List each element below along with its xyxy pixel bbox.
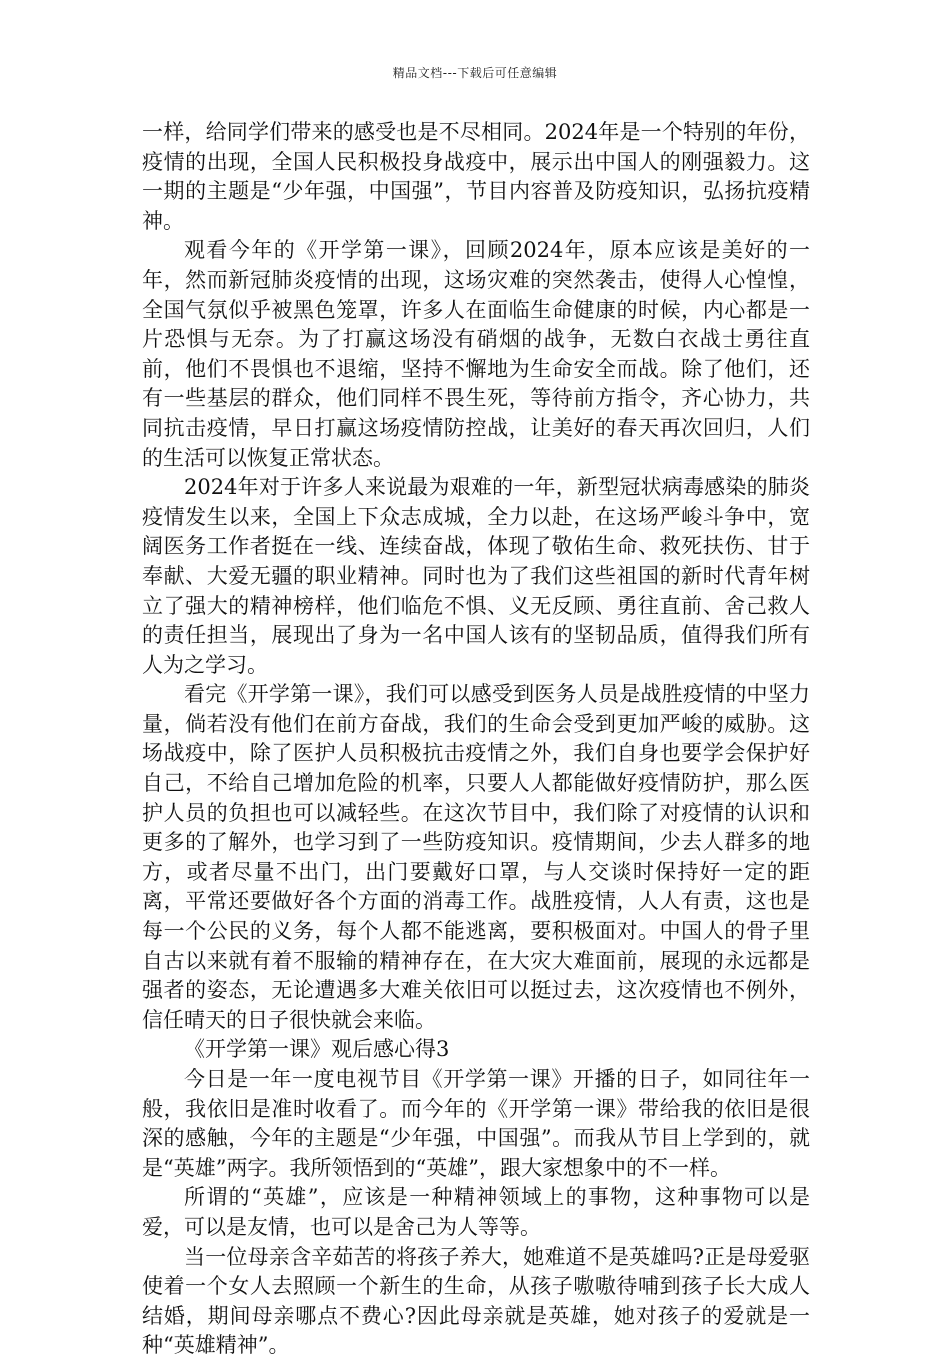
paragraph: 所谓的“英雄”，应该是一种精神领域上的事物，这种事物可以是爱，可以是友情，也可以是舍己为人等等。 [142, 1185, 810, 1239]
paragraph: 2024年对于许多人来说最为艰难的一年，新型冠状病毒感染的肺炎疫情发生以来，全国上下众志成城，全力以赴，在这场严峻斗争中，宽阔医务工作者挺在一线、连续奋战，体现了敬佑生命、救死扶伤、甘于奉献、大爱无疆的职业精神。同时也为了我们这些祖国的新时代青年树立了强大的精神榜样，他们临危不惧、义无反顾、勇往直前、舍己救人的责任担当，展现出了身为一名中国人该有的坚韧品质，值得我们所有人为之学习。 [142, 475, 810, 677]
paragraph: 观看今年的《开学第一课》，回顾2024年，原本应该是美好的一年，然而新冠肺炎疫情的出现，这场灾难的突然袭击，使得人心惶惶，全国气氛似乎被黑色笼罩，许多人在面临生命健康的时候，内心都是一片恐惧与无奈。为了打赢这场没有硝烟的战争，无数白衣战士勇往直前，他们不畏惧也不退缩，坚持不懈地为生命安全而战。除了他们，还有一些基层的群众，他们同样不畏生死，等待前方指令，齐心协力，共同抗击疫情，早日打赢这场疫情防控战，让美好的春天再次回归，人们的生活可以恢复正常状态。 [142, 238, 810, 470]
paragraph: 当一位母亲含辛茹苦的将孩子养大，她难道不是英雄吗?正是母爱驱使着一个女人去照顾一个新生的生命，从孩子嗷嗷待哺到孩子长大成人结婚，期间母亲哪点不费心?因此母亲就是英雄，她对孩子的爱就是一种“英雄精神”。 [142, 1244, 810, 1358]
section-title: 《开学第一课》观后感心得3 [184, 1037, 450, 1062]
paragraph-continued: 一样，给同学们带来的感受也是不尽相同。2024年是一个特别的年份，疫情的出现，全国人民积极投身战疫中，展示出中国人的刚强毅力。这一期的主题是“少年强，中国强”，节目内容普及防疫知识，弘扬抗疫精神。 [142, 120, 810, 233]
page-header: 精品文档---下载后可任意编辑 [392, 66, 558, 80]
paragraph: 今日是一年一度电视节目《开学第一课》开播的日子，如同往年一般，我依旧是准时收看了。而今年的《开学第一课》带给我的依旧是很深的感触，今年的主题是“少年强，中国强”。而我从节目上学到的，就是“英雄”两字。我所领悟到的“英雄”，跟大家想象中的不一样。 [142, 1067, 810, 1180]
document-body [142, 118, 810, 1361]
paragraph: 看完《开学第一课》，我们可以感受到医务人员是战胜疫情的中坚力量，倘若没有他们在前方奋战，我们的生命会受到更加严峻的威胁。这场战疫中，除了医护人员积极抗击疫情之外，我们自身也要学会保护好自己，不给自己增加危险的机率，只要人人都能做好疫情防护，那么医护人员的负担也可以减轻些。在这次节目中，我们除了对疫情的认识和更多的了解外，也学习到了一些防疫知识。疫情期间，少去人群多的地方，或者尽量不出门，出门要戴好口罩，与人交谈时保持好一定的距离，平常还要做好各个方面的消毒工作。战胜疫情，人人有责，这也是每一个公民的义务，每个人都不能逃离，要积极面对。中国人的骨子里自古以来就有着不服输的精神存在，在大灾大难面前，展现的永远都是强者的姿态，无论遭遇多大难关依旧可以挺过去，这次疫情也不例外，信任晴天的日子很快就会来临。 [142, 682, 810, 1032]
